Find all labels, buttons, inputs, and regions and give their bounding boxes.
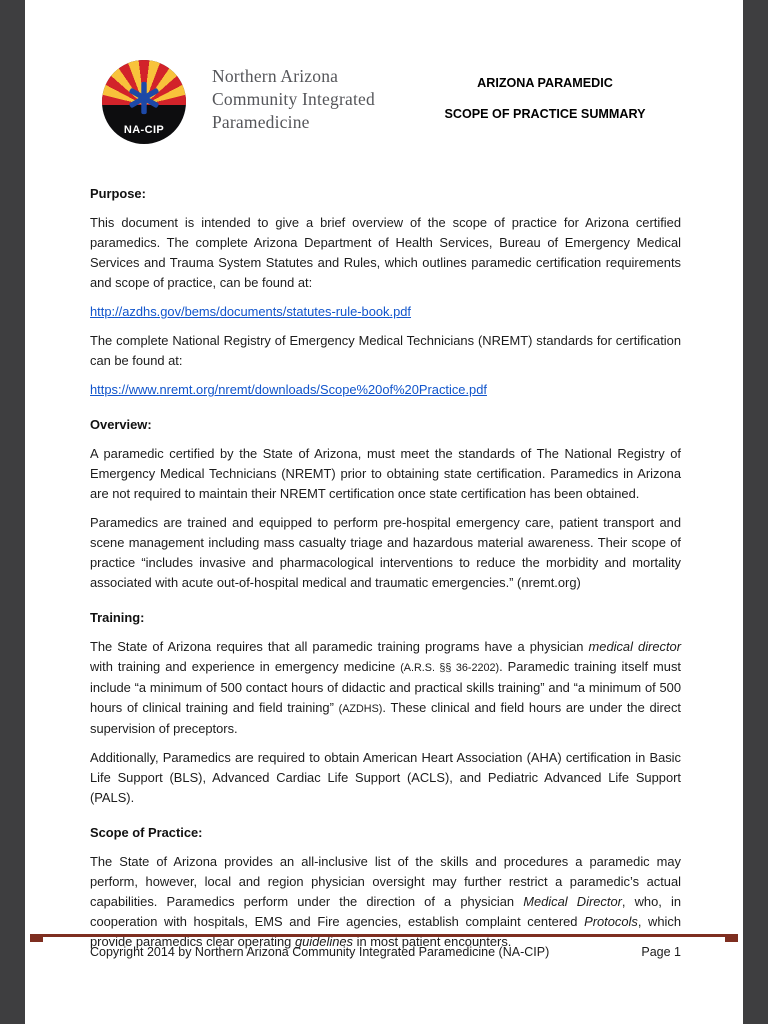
document-header: [90, 60, 681, 144]
nacip-logo: [102, 60, 186, 144]
section-overview: [90, 415, 681, 593]
training-paragraph-2: Additionally, Paramedics are required to obtain American Heart Association (AHA) certification in Basic Life Support (BLS), Advanced Cardiac Life Support (ACLS), and Pediatric Advanced Life Support (PALS).: [90, 750, 681, 805]
document-title-line1: ARIZONA PARAMEDIC: [477, 76, 613, 90]
org-name-line1: Northern Arizona: [212, 66, 339, 86]
text-run: . These clinical and field hours are under the direct supervision of preceptors.: [90, 700, 681, 736]
purpose-paragraph-2: The complete National Registry of Emergency Medical Technicians (NREMT) standards for certification can be found at:: [90, 333, 681, 368]
text-run-citation: (AZDHS): [338, 703, 383, 715]
overview-paragraph-2: Paramedics are trained and equipped to perform pre-hospital emergency care, patient transport and scene management including mass casualty triage and hazardous material awareness. Their scope of practice “includes invasive and pharmacological interventions to reduce the morbidity and mortality associated with acute out-of-hospital medical and traumatic emergencies.” (nremt.org): [90, 515, 681, 590]
text-run: in most patient encounters.: [353, 934, 512, 949]
page-number: Page 1: [641, 945, 681, 959]
star-of-life-icon: [127, 81, 161, 115]
footer-rule-left-cap: [30, 935, 43, 942]
scope-heading: Scope of Practice:: [90, 825, 203, 840]
document-footer: [0, 934, 768, 959]
document-title: [409, 60, 681, 121]
text-run: with training and experience in emergency medicine: [90, 659, 401, 674]
text-run: The State of Arizona provides an all-inclusive list of the skills and procedures a paramedic may perform, however, local and region physician oversight may further restrict a paramedic’s actual capabilities. Paramedics perform under the direction of a physician: [90, 854, 681, 909]
training-heading: Training:: [90, 610, 145, 625]
section-purpose: [90, 184, 681, 400]
section-scope-of-practice: [90, 823, 681, 952]
purpose-paragraph-1: This document is intended to give a brief overview of the scope of practice for Arizona certified paramedics. The complete Arizona Department of Health Services, Bureau of Emergency Medical Services and Trauma System Statutes and Rules, which outlines paramedic certification requirements and scope of practice, can be found at:: [90, 215, 681, 290]
training-paragraph-1: [90, 637, 681, 739]
org-name-line3: Paramedicine: [212, 112, 310, 132]
footer-rule: [30, 934, 738, 937]
org-name: [212, 60, 375, 134]
overview-heading: Overview:: [90, 417, 152, 432]
text-run-italic: Medical Director: [523, 894, 622, 909]
text-run: , who, in cooperation with hospitals, EMS and Fire agencies, establish complaint centered: [90, 894, 681, 929]
document-body: [90, 184, 681, 952]
footer-rule-right-cap: [725, 935, 738, 942]
text-run: . Paramedic training itself must include “a minimum of 500 contact hours of didactic and practical skills training” and “a minimum of 500 hours of clinical training and field training”: [90, 659, 681, 715]
footer-row: [90, 945, 681, 959]
statutes-link-line: [90, 302, 681, 322]
nremt-scope-link[interactable]: https://www.nremt.org/nremt/downloads/Scope%20of%20Practice.pdf: [90, 382, 487, 397]
copyright-text: Copyright 2014 by Northern Arizona Community Integrated Paramedicine (NA-CIP): [90, 945, 550, 959]
document-title-line2: SCOPE OF PRACTICE SUMMARY: [444, 107, 646, 121]
overview-paragraph-1: A paramedic certified by the State of Arizona, must meet the standards of The National Registry of Emergency Medical Technicians (NREMT) prior to obtaining state certification. Paramedics in Arizona are not required to maintain their NREMT certification once state certification has been obtained.: [90, 446, 681, 501]
text-run-citation: (A.R.S. §§ 36-2202): [400, 662, 500, 674]
section-training: [90, 608, 681, 808]
text-run: , which provide paramedics clear operating: [90, 914, 681, 949]
text-run-italic: guidelines: [294, 934, 353, 949]
purpose-heading: Purpose:: [90, 186, 146, 201]
azdhs-statutes-link[interactable]: http://azdhs.gov/bems/documents/statutes-rule-book.pdf: [90, 304, 412, 319]
text-run-italic: Protocols: [584, 914, 638, 929]
text-run-italic: medical director: [588, 639, 682, 654]
nremt-link-line: [90, 380, 681, 400]
text-run: The State of Arizona requires that all paramedic training programs have a physician: [90, 639, 589, 654]
org-name-line2: Community Integrated: [212, 89, 375, 109]
logo-label: NA-CIP: [123, 124, 165, 136]
